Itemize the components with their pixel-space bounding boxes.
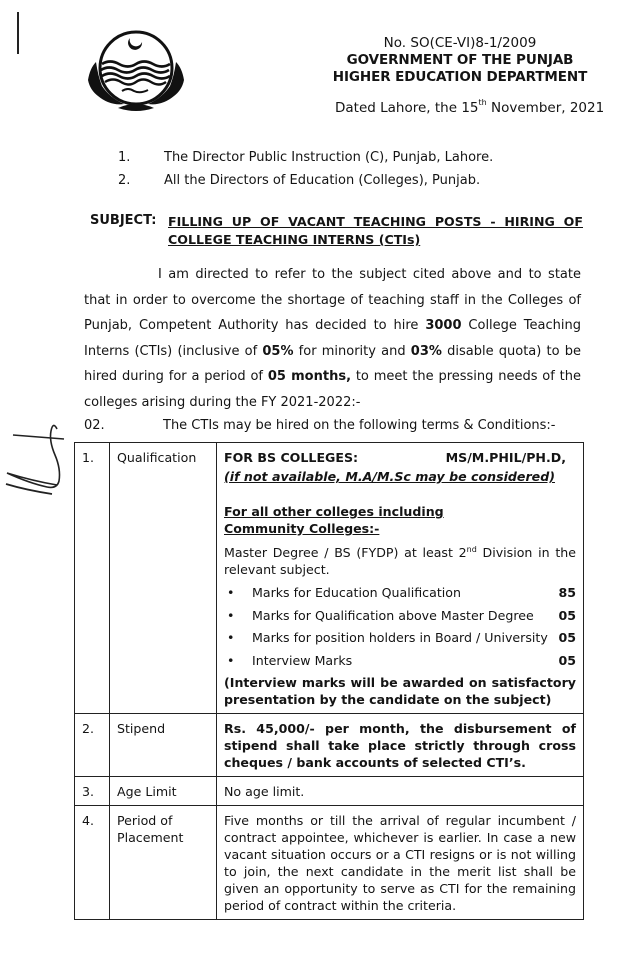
age-limit-text: No age limit. [217, 777, 584, 806]
punjab-government-emblem-icon [84, 28, 188, 116]
row-number: 1. [75, 443, 110, 714]
table-row [75, 714, 584, 777]
marks-label: Marks for Education Qualification [252, 585, 461, 601]
period-months: 05 months, [267, 369, 352, 384]
text: Master Degree / BS (FYDP) at least 2 [224, 545, 467, 561]
list-item [224, 627, 576, 650]
terms-table [74, 442, 584, 920]
addressee-number: 1. [118, 150, 131, 165]
bullet-icon: • [227, 585, 235, 601]
text: College Teaching Interns (CTIs) (inclusive of [84, 318, 581, 359]
table-row [75, 806, 584, 920]
requirement-text [224, 541, 576, 578]
row-label: Stipend [110, 714, 217, 777]
text: I am directed to refer to the subject cited above and to state that in order to overcome the shortage of teaching staff in the Colleges of Punjab, Competent Authority has decided to hire [84, 267, 581, 333]
marks-value: 85 [558, 585, 576, 601]
minority-quota: 05% [262, 343, 294, 359]
marks-label: Interview Marks [252, 652, 353, 668]
other-colleges-heading: For all other colleges including Community Colleges:- [224, 504, 444, 536]
placement-period-text: Five months or till the arrival of regular incumbent / contract appointee, whichever is earlier. In case a new vacant situation occurs or a CTI resigns or is not willing to join, the next candidate in the merit list shall be given an opportunity to serve as CTI for the remaining period of contract within the criteria. [217, 806, 584, 920]
text: for minority and [293, 343, 411, 359]
stipend-text: Rs. 45,000/- per month, the disbursement of stipend shall take place strictly through cross cheques / bank accounts of selected CTI’s. [217, 714, 584, 777]
bs-colleges-line [224, 449, 576, 466]
row-number: 3. [75, 777, 110, 806]
row-label: Period of Placement [110, 806, 217, 920]
marks-list [224, 582, 576, 672]
government-name: GOVERNMENT OF THE PUNJAB [346, 52, 574, 68]
list-item [224, 582, 576, 605]
row-label: Qualification [110, 443, 217, 714]
bullet-icon: • [227, 607, 235, 623]
subject-text [168, 213, 583, 249]
list-item [224, 605, 576, 628]
qualification-details [217, 443, 584, 714]
bs-label: FOR BS COLLEGES: [224, 450, 359, 465]
subject-line-1: FILLING UP OF VACANT TEACHING POSTS - HIRING OF [168, 214, 583, 229]
paragraph-text: The CTIs may be hired on the following terms & Conditions:- [163, 418, 556, 433]
disable-quota: 03% [410, 343, 442, 359]
marks-label: Marks for position holders in Board / University [252, 630, 548, 646]
subject-line-2: COLLEGE TEACHING INTERNS (CTIs) [168, 232, 421, 247]
margin-mark [17, 12, 19, 54]
date-suffix: November, 2021 [486, 100, 605, 116]
cti-count: 3000 [425, 318, 462, 333]
bs-value: MS/M.PHIL/PH.D, [445, 450, 566, 465]
marks-value: 05 [558, 607, 576, 623]
row-number: 4. [75, 806, 110, 920]
addressee-1 [118, 150, 493, 165]
table-row [75, 777, 584, 806]
letterhead [330, 34, 590, 86]
marks-value: 05 [558, 652, 576, 668]
addressee-text: All the Directors of Education (Colleges), Punjab. [164, 173, 481, 188]
date-line [335, 100, 604, 116]
table-row [75, 443, 584, 714]
body-paragraph-2 [84, 418, 556, 433]
addressee-2 [118, 173, 480, 188]
addressee-text: The Director Public Instruction (C), Punjab, Lahore. [164, 150, 494, 165]
marks-label: Marks for Qualification above Master Degree [252, 607, 534, 623]
marks-value: 05 [558, 630, 576, 646]
text: disable quota) to be hired during for a period of [84, 343, 582, 384]
reference-number: No. SO(CE-VI)8-1/2009 [383, 35, 537, 51]
date-superscript: th [478, 98, 487, 107]
paragraph-number: 02. [84, 418, 105, 433]
bullet-icon: • [227, 630, 235, 646]
row-number: 2. [75, 714, 110, 777]
bullet-icon: • [227, 652, 235, 668]
body-paragraph-1 [84, 262, 581, 415]
addressee-number: 2. [118, 173, 131, 188]
text: Division in the relevant subject. [224, 545, 576, 578]
handwritten-signature [0, 385, 70, 495]
subject-label: SUBJECT: [90, 213, 157, 228]
date-prefix: Dated Lahore, the 15 [335, 100, 479, 116]
list-item [224, 650, 576, 673]
superscript: nd [466, 545, 477, 554]
text: to meet the pressing needs of the colleges arising during the FY 2021-2022:- [84, 369, 581, 410]
row-label: Age Limit [110, 777, 217, 806]
department-name: HIGHER EDUCATION DEPARTMENT [332, 69, 588, 85]
bs-alternative: (if not available, M.A/M.Sc may be considered) [224, 469, 555, 484]
interview-note: (Interview marks will be awarded on satisfactory presentation by the candidate on the subject) [224, 675, 576, 708]
